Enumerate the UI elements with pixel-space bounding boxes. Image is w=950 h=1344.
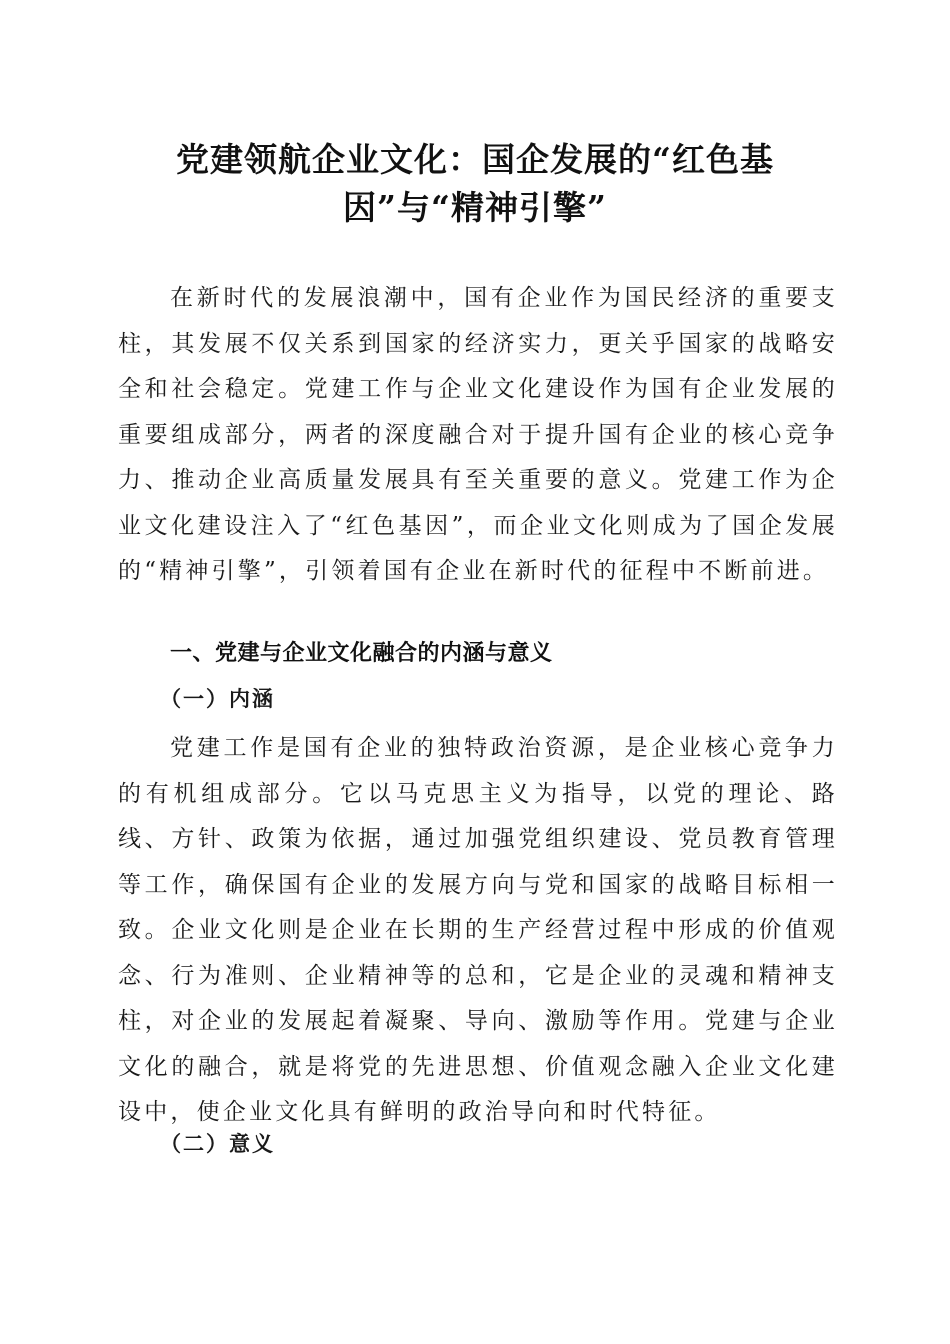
document-title [130, 136, 820, 232]
section-heading: 一、党建与企业文化融合的内涵与意义 [170, 641, 553, 666]
subsection-heading-significance: （二）意义 [160, 1132, 275, 1156]
intro-paragraph: 在新时代的发展浪潮中，国有企业作为国民经济的重要支柱，其发展不仅关系到国家的经济实力，更关乎国家的战略安全和社会稳定。党建工作与企业文化建设作为国有企业发展的重要组成部分，两者的深度融合对于提升国有企业的核心竞争力、推动企业高质量发展具有至关重要的意义。党建工作为企业文化建设注入了“红色基因”，而企业文化则成为了国企发展的“精神引擎”，引领着国有企业在新时代的征程中不断前进。 [118, 285, 838, 584]
document-title-line-2: 因”与“精神引擎” [343, 188, 607, 227]
document-title-line-1: 党建领航企业文化：国企发展的“红色基 [176, 140, 774, 179]
subsection-heading-connotation: （一）内涵 [160, 687, 275, 711]
connotation-paragraph: 党建工作是国有企业的独特政治资源，是企业核心竞争力的有机组成部分。它以马克思主义为指导，以党的理论、路线、方针、政策为依据，通过加强党组织建设、党员教育管理等工作，确保国有企业的发展方向与党和国家的战略目标相一致。企业文化则是企业在长期的生产经营过程中形成的价值观念、行为准则、企业精神等的总和，它是企业的灵魂和精神支柱，对企业的发展起着凝聚、导向、激励等作用。党建与企业文化的融合，就是将党的先进思想、价值观念融入企业文化建设中，使企业文化具有鲜明的政治导向和时代特征。 [118, 735, 838, 1125]
